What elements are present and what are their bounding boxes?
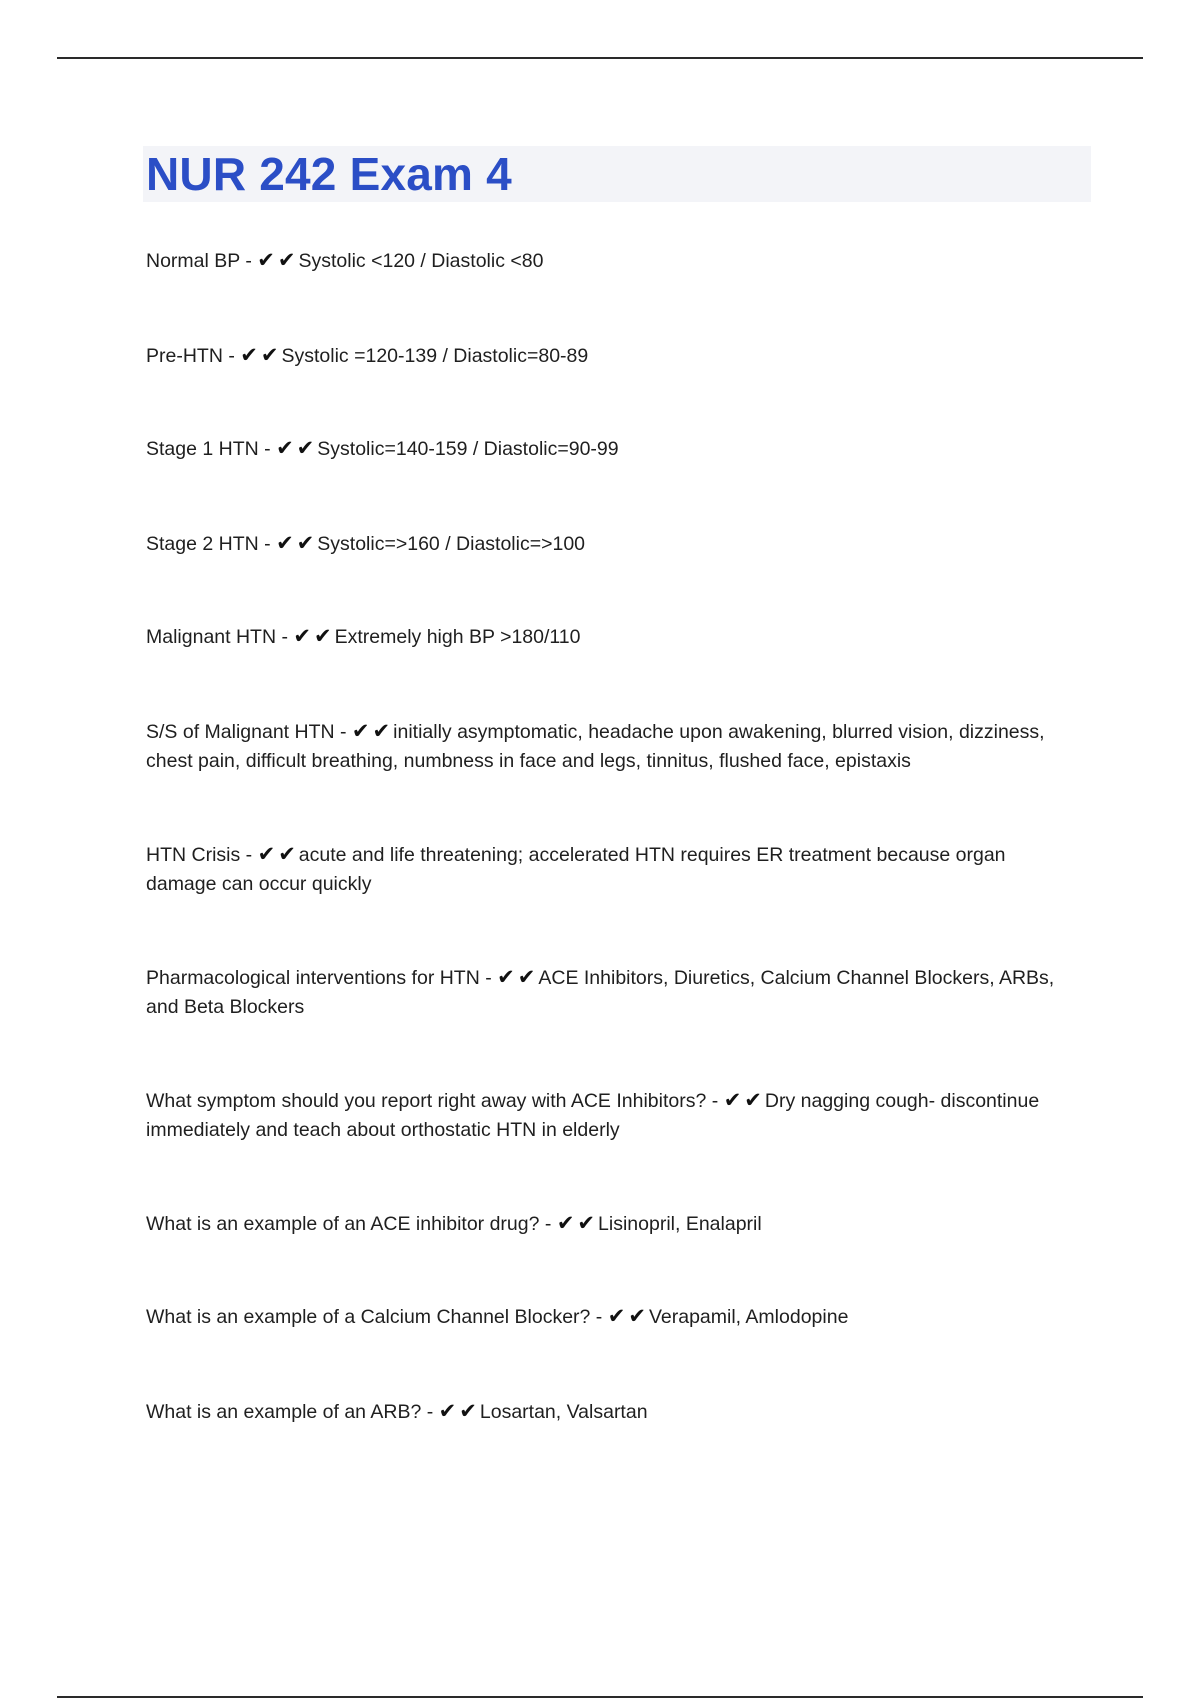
check-icon: ✔ (240, 343, 258, 367)
check-icon: ✔ (497, 965, 515, 989)
qa-answer: initially asymptomatic, headache upon awakening, blurred vision, dizziness, chest pain, difficult breathing, numbness in face and legs, tinnitus, flushed face, epistaxis (146, 721, 1045, 772)
qa-answer: Systolic <120 / Diastolic <80 (298, 250, 544, 272)
check-icon: ✔ (314, 624, 332, 648)
bottom-rule (57, 1696, 1143, 1698)
qa-term: Malignant HTN (146, 626, 277, 648)
check-icon: ✔ (723, 1088, 742, 1112)
qa-term: What is an example of a Calcium Channel Blocker? (146, 1306, 591, 1328)
check-icon: ✔ (278, 842, 296, 866)
qa-answer: Losartan, Valsartan (479, 1401, 648, 1423)
qa-separator: - (222, 345, 241, 367)
qa-term: Pre-HTN (146, 345, 223, 367)
qa-answer: Systolic=140-159 / Diastolic=90-99 (317, 438, 619, 460)
qa-separator: - (240, 844, 258, 866)
qa-item-ace-inhibitor-symptom (146, 1087, 1066, 1144)
check-icon: ✔ (744, 1088, 762, 1112)
qa-separator: - (258, 533, 277, 555)
qa-term: S/S of Malignant HTN (146, 721, 335, 743)
check-icon: ✔ (459, 1399, 477, 1423)
check-icon: ✔ (351, 719, 370, 743)
qa-term: What symptom should you report right away with ACE Inhibitors? (146, 1090, 707, 1112)
qa-separator: - (539, 1213, 557, 1235)
qa-answer: Dry nagging cough- discontinue immediately and teach about orthostatic HTN in elderly (146, 1090, 1040, 1141)
qa-item-stage-1-htn (146, 435, 1066, 464)
qa-item-stage-2-htn (146, 530, 1066, 559)
check-icon: ✔ (257, 248, 275, 272)
qa-term: Stage 2 HTN (146, 533, 259, 555)
title-band (143, 146, 1091, 202)
qa-answer: Systolic=>160 / Diastolic=>100 (317, 533, 586, 555)
check-icon: ✔ (276, 531, 294, 555)
check-icon: ✔ (628, 1304, 646, 1328)
qa-separator: - (239, 250, 258, 272)
qa-item-pre-htn (146, 342, 1066, 371)
check-icon: ✔ (296, 436, 315, 460)
check-icon: ✔ (372, 719, 391, 743)
qa-item-normal-bp (146, 247, 1066, 276)
check-icon: ✔ (277, 248, 296, 272)
check-icon: ✔ (276, 436, 294, 460)
qa-separator: - (479, 967, 498, 989)
qa-answer: Verapamil, Amlodopine (648, 1306, 849, 1328)
qa-separator: - (706, 1090, 724, 1112)
qa-item-ss-malignant-htn (146, 718, 1066, 775)
qa-item-pharmacological-interventions (146, 964, 1066, 1021)
qa-item-ace-inhibitor-example (146, 1210, 1066, 1239)
qa-separator: - (258, 438, 277, 460)
qa-answer: ACE Inhibitors, Diuretics, Calcium Channel Blockers, ARBs, and Beta Blockers (146, 967, 1055, 1018)
check-icon: ✔ (296, 531, 315, 555)
qa-separator: - (421, 1401, 439, 1423)
check-icon: ✔ (260, 343, 279, 367)
qa-term: Normal BP (146, 250, 240, 272)
check-icon: ✔ (577, 1211, 596, 1235)
qa-item-ccb-example (146, 1303, 1066, 1332)
qa-separator: - (276, 626, 294, 648)
qa-term: What is an example of an ARB? (146, 1401, 422, 1423)
qa-term: HTN Crisis (146, 844, 241, 866)
qa-answer: Systolic =120-139 / Diastolic=80-89 (281, 345, 589, 367)
qa-item-arb-example (146, 1398, 1066, 1427)
qa-term: What is an example of an ACE inhibitor drug? (146, 1213, 540, 1235)
check-icon: ✔ (556, 1211, 575, 1235)
qa-term: Stage 1 HTN (146, 438, 259, 460)
qa-separator: - (334, 721, 352, 743)
qa-item-htn-crisis (146, 841, 1066, 898)
check-icon: ✔ (607, 1304, 626, 1328)
check-icon: ✔ (257, 842, 276, 866)
check-icon: ✔ (517, 965, 536, 989)
qa-item-malignant-htn (146, 623, 1066, 652)
qa-answer: acute and life threatening; accelerated HTN requires ER treatment because organ damage can occur quickly (146, 844, 1006, 895)
qa-separator: - (590, 1306, 608, 1328)
qa-answer: Extremely high BP >180/110 (334, 626, 581, 648)
check-icon: ✔ (293, 624, 311, 648)
qa-answer: Lisinopril, Enalapril (598, 1213, 762, 1235)
page-title: NUR 242 Exam 4 (146, 148, 512, 200)
qa-term: Pharmacological interventions for HTN (146, 967, 480, 989)
check-icon: ✔ (438, 1399, 457, 1423)
top-rule (57, 57, 1143, 59)
